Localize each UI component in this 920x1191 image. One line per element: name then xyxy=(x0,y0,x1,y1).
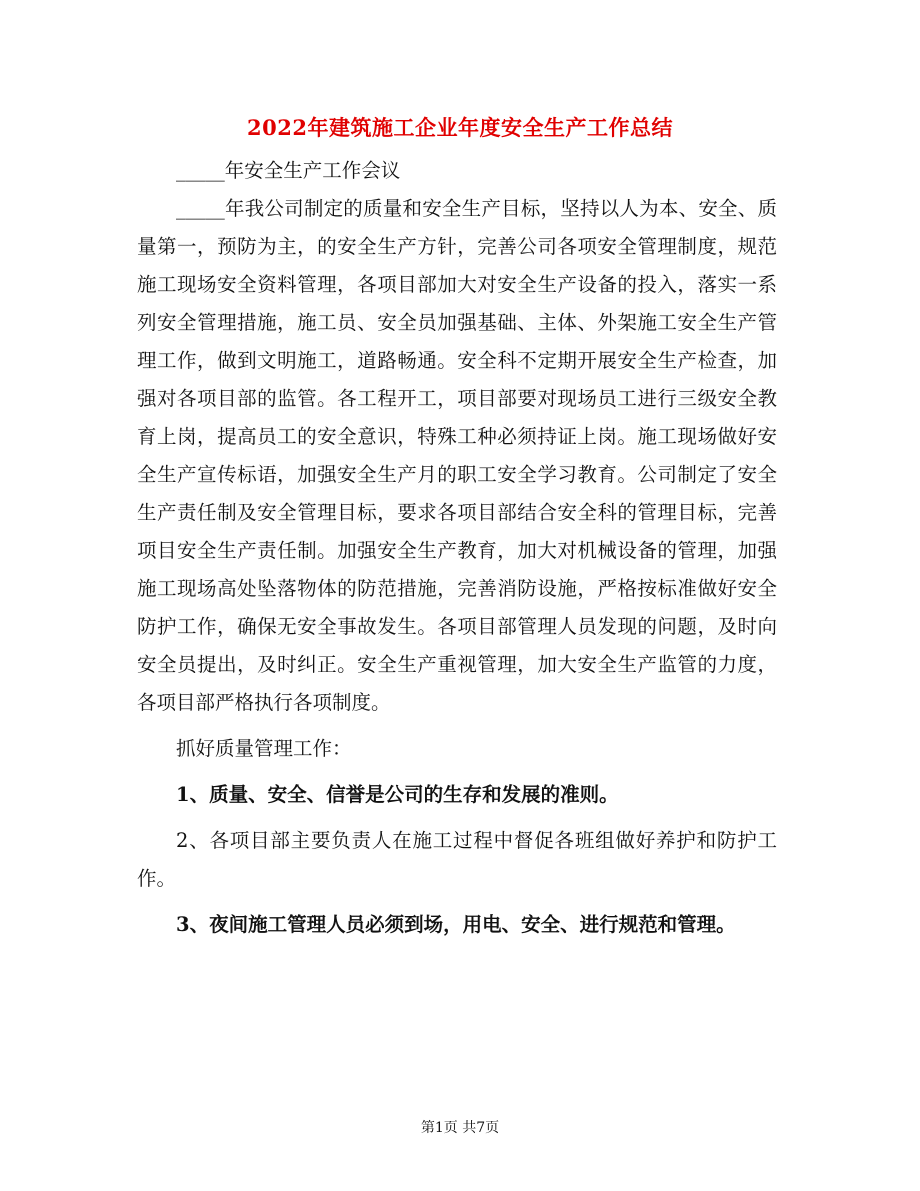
list-item-1: 1、质量、安全、信誉是公司的生存和发展的准则。 xyxy=(176,783,619,806)
page-number: 第1页 共7页 xyxy=(420,1120,500,1136)
meeting-heading: _____年安全生产工作会议 xyxy=(176,159,401,182)
document-body xyxy=(137,152,777,944)
list-item-3: 3、夜间施工管理人员必须到场，用电、安全、进行规范和管理。 xyxy=(176,913,736,936)
list-item-2: 2、各项目部主要负责人在施工过程中督促各班组做好养护和防护工作。 xyxy=(137,829,777,890)
intro-paragraph: _____年我公司制定的质量和安全生产目标，坚持以人为本、安全、质量第一，预防为主，的安全生产方针，完善公司各项安全管理制度，规范施工现场安全资料管理，各项目部加大对安全生产设备的投入，落实一系列安全管理措施，施工员、安全员加强基础、主体、外架施工安全生产管理工作，做到文明施工，道路畅通。安全科不定期开展安全生产检查，加强对各项目部的监管。各工程开工，项目部要对现场员工进行三级安全教育上岗，提高员工的安全意识，特殊工种必须持证上岗。施工现场做好安全生产宣传标语，加强安全生产月的职工安全学习教育。公司制定了安全生产责任制及安全管理目标，要求各项目部结合安全科的管理目标，完善项目安全生产责任制。加强安全生产教育，加大对机械设备的管理，加强施工现场高处坠落物体的防范措施，完善消防设施，严格按标准做好安全防护工作，确保无安全事故发生。各项目部管理人员发现的问题，及时向安全员提出，及时纠正。安全生产重视管理，加大安全生产监管的力度，各项目部严格执行各项制度。 xyxy=(137,197,777,714)
quality-heading: 抓好质量管理工作： xyxy=(176,737,352,760)
document-title: 2022年建筑施工企业年度安全生产工作总结 xyxy=(247,115,673,140)
